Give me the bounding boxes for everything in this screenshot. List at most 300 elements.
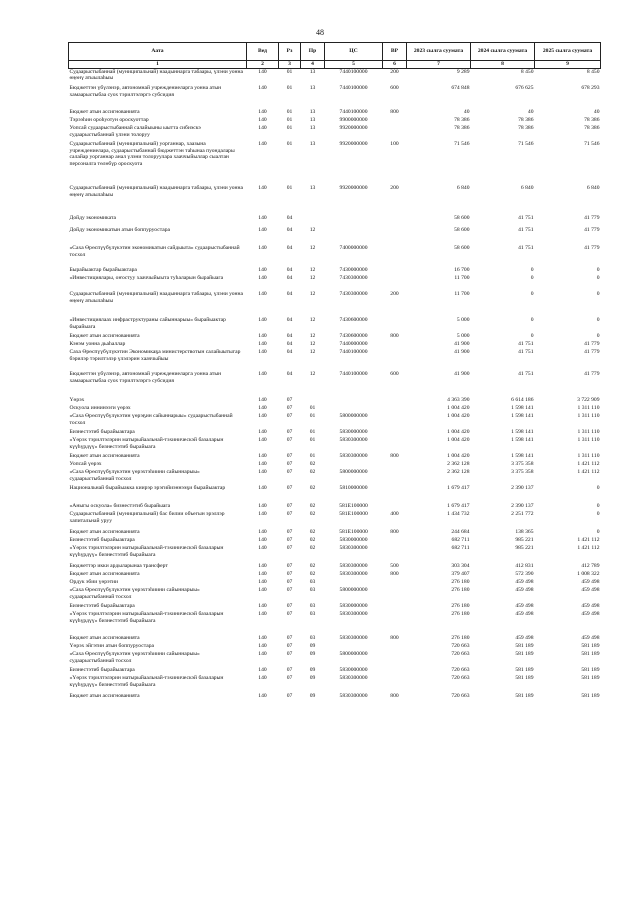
rz-code: 04: [286, 317, 293, 323]
ved-code: 140: [258, 413, 267, 419]
row-name: «Аныгы оскуола» бизнестэтиб бырайыага: [69, 503, 171, 509]
row-name: Саха Өрөспүүбүлүкэтин Экономикаҕа министерствотын салайыытыгар бэрилэр тэрилтэлэр үлэлэрин хааччыйыы: [69, 349, 241, 362]
page-number: 48: [316, 28, 324, 37]
value-2023: 41 900: [454, 371, 470, 377]
vr-code: 800: [390, 453, 399, 459]
value-2025: 1 311 110: [577, 437, 600, 443]
ved-code: 140: [258, 603, 267, 609]
table-row: [69, 545, 601, 563]
ved-code: 140: [258, 349, 267, 355]
ved-code: 140: [258, 405, 267, 411]
pr-code: 13: [309, 141, 316, 147]
value-2025: 1 421 112: [577, 469, 600, 475]
rz-code: 07: [286, 643, 293, 649]
pr-code: 09: [309, 651, 316, 657]
cs-code: 9900000000: [339, 117, 368, 123]
value-2023: 78 386: [454, 117, 470, 123]
cs-code: 7440100000: [339, 85, 368, 91]
value-2023: 682 711: [451, 537, 470, 543]
row-name: Бюджет атын ассигнованията: [69, 635, 140, 641]
vr-code: 800: [390, 571, 399, 577]
value-2025: 459 498: [581, 611, 600, 617]
vr-code: [383, 537, 407, 545]
column-header: ЦС: [325, 43, 383, 61]
value-2025: 459 498: [581, 603, 600, 609]
vr-code: [383, 485, 407, 503]
column-header: 2023 сылга суумата: [407, 43, 471, 61]
table-row: [69, 117, 601, 125]
value-2025: 0: [596, 529, 600, 535]
value-2024: 459 498: [515, 587, 534, 593]
rz-code: 07: [286, 529, 293, 535]
pr-code: 12: [309, 333, 316, 339]
row-name: Бюджет атын ассигнованията: [69, 453, 140, 459]
ved-code: 140: [258, 675, 267, 681]
value-2023: 244 684: [451, 529, 470, 535]
vr-code: 200: [390, 291, 399, 297]
ved-code: 140: [258, 333, 267, 339]
row-name: Бюджеттэн үбүлэнэр, автономнай учреждениеларга уонна атын хамаарыстыбаа суох тэрилтэлэргэ субсидия: [69, 371, 222, 384]
vr-code: 500: [390, 563, 399, 569]
value-2024: 0: [530, 317, 534, 323]
value-2024: 2 390 137: [511, 485, 534, 491]
pr-code: 12: [309, 341, 316, 347]
rz-code: 04: [286, 215, 293, 221]
vr-code: 600: [390, 85, 399, 91]
value-2024: 78 386: [518, 125, 534, 131]
table-row: [69, 643, 601, 651]
value-2025: 6 840: [586, 185, 600, 191]
ved-code: 140: [258, 185, 267, 191]
value-2024: 138 365: [515, 529, 534, 535]
row-name: Бюджет атын ассигнованията: [69, 571, 140, 577]
ved-code: 140: [258, 397, 267, 403]
ved-code: 140: [258, 485, 267, 491]
rz-code: 04: [286, 267, 293, 273]
cs-code: 7440100000: [339, 371, 368, 377]
rz-code: 07: [286, 675, 293, 681]
vr-code: [383, 267, 407, 275]
ved-code: 140: [258, 611, 267, 617]
value-2023: 78 386: [454, 125, 470, 131]
value-2024: 459 498: [515, 579, 534, 585]
cs-code: 7400000000: [339, 245, 368, 251]
cs-code: 581E100000: [339, 529, 368, 535]
pr-code: 12: [309, 371, 316, 377]
cs-code: 7430600000: [339, 333, 368, 339]
cs-code: 7440000000: [339, 341, 368, 347]
column-number: 4: [301, 61, 325, 69]
value-2023: 720 663: [451, 667, 470, 673]
value-2025: 412 789: [581, 563, 600, 569]
pr-code: 03: [309, 611, 316, 617]
row-name: Бюджет атын ассигнованията: [69, 333, 140, 339]
pr-code: 03: [309, 603, 316, 609]
vr-code: [383, 587, 407, 603]
rz-code: 04: [286, 227, 293, 233]
pr-code: 12: [309, 227, 316, 233]
rz-code: 07: [286, 611, 293, 617]
row-name: «Инвестициялары, оҥостуу хааччыйыыта туһаларын бырайыага: [69, 275, 224, 281]
value-2025: 71 546: [584, 141, 600, 147]
cs-code: 7430300000: [339, 275, 368, 281]
value-2024: 0: [530, 267, 534, 273]
rz-code: 07: [286, 485, 293, 491]
rz-code: 04: [286, 245, 293, 251]
table-row: [69, 215, 601, 227]
row-name: Судаарыстыбаннай (муниципальнай) уорганнар, хаазына учреждениелара, судаарыстыбаннай бюджеттэн таһынаа пуондалары салайар уорганнар анал үлэни толоруулара хааччыйыллар сыалтан персоналга төлөбүр ороскуота: [69, 141, 235, 167]
vr-code: 200: [390, 68, 399, 75]
pr-code: 02: [309, 503, 316, 509]
vr-code: [383, 405, 407, 413]
cs-code: 5800000000: [339, 469, 368, 475]
table-row: [69, 275, 601, 291]
pr-code: 12: [309, 245, 316, 251]
column-number: 6: [383, 61, 407, 69]
value-2024: 581 189: [515, 675, 534, 681]
value-2025: 1 311 110: [577, 453, 600, 459]
column-header: Пр: [301, 43, 325, 61]
value-2023: 40: [463, 109, 470, 115]
value-2023: 1 004 420: [447, 437, 470, 443]
vr-code: [383, 611, 407, 635]
ved-code: 140: [258, 643, 267, 649]
value-2024: 1 598 141: [511, 405, 534, 411]
row-name: «Үөрэх тэрилтэлэрин матырыйаальнай-тэхиническэй базаларын күүһүрдүү» бизнестэтиб бырайыага: [69, 611, 224, 624]
rz-code: 07: [286, 469, 293, 475]
value-2024: 71 546: [518, 141, 534, 147]
value-2023: 1 004 420: [447, 453, 470, 459]
row-name: Үөрэх эйгэтин атын боппуруостара: [69, 643, 155, 649]
vr-code: 400: [390, 511, 399, 517]
ved-code: 140: [258, 563, 267, 569]
pr-code: 12: [309, 349, 316, 355]
value-2023: 1 004 420: [447, 429, 470, 435]
rz-code: 04: [286, 371, 293, 377]
rz-code: 07: [286, 693, 293, 699]
value-2024: 6 614 186: [511, 397, 534, 403]
vr-code: [383, 317, 407, 333]
rz-code: 07: [286, 651, 293, 657]
cs-code: 5800000000: [339, 587, 368, 593]
value-2024: 581 189: [515, 693, 534, 699]
value-2023: 2 362 128: [447, 469, 470, 475]
value-2024: 985 221: [515, 545, 534, 551]
vr-code: [383, 503, 407, 511]
value-2024: 2 390 137: [511, 503, 534, 509]
rz-code: 07: [286, 587, 293, 593]
value-2025: 0: [596, 291, 600, 297]
ved-code: 140: [258, 317, 267, 323]
column-header: Аата: [69, 43, 247, 61]
column-number: 9: [535, 61, 601, 69]
row-name: Оскуола иннинээги үөрэх: [69, 405, 131, 411]
pr-code: 01: [309, 413, 316, 419]
value-2024: 459 498: [515, 611, 534, 617]
column-header: Вед: [247, 43, 279, 61]
cs-code: 9920000000: [339, 125, 368, 131]
ved-code: 140: [258, 545, 267, 551]
vr-code: [383, 579, 407, 587]
cs-code: 581E100000: [339, 503, 368, 509]
cs-code: 5830300000: [339, 563, 368, 569]
value-2023: 276 180: [451, 635, 470, 641]
table-row: [69, 453, 601, 461]
rz-code: 01: [286, 141, 293, 147]
pr-code: 03: [309, 579, 316, 585]
column-header: 2024 сылга суумата: [471, 43, 535, 61]
row-name: «Саха Өрөспүүбүлүкэтин үөрэхтэһиини сайыннарыы» судаарыстыбаннай тосхол: [69, 651, 200, 664]
row-name: «Саха Өрөспүүбүлүкэтин үөрэҕин сайыннарыы» судаарыстыбаннай тосхол: [69, 413, 233, 426]
pr-code: 01: [309, 405, 316, 411]
rz-code: 07: [286, 503, 293, 509]
rz-code: 07: [286, 437, 293, 443]
value-2025: 581 189: [581, 693, 600, 699]
row-name: Бизнестэтиб бырайыактара: [69, 429, 135, 435]
value-2023: 5 000: [456, 333, 470, 339]
value-2023: 682 711: [451, 545, 470, 551]
rz-code: 07: [286, 545, 293, 551]
column-header: ВР: [383, 43, 407, 61]
value-2024: 581 189: [515, 643, 534, 649]
row-name: Национальнай бырайыакка киирэр эрэгийиэннээҕи бырайыактар: [69, 485, 226, 491]
row-name: Уопсай судаарыстыбаннай салайыыны ыытта сибиэскэ судаарыстыбаннай үлэни толоруу: [69, 125, 201, 138]
value-2023: 11 700: [454, 275, 470, 281]
vr-code: [383, 245, 407, 267]
table-row: [69, 461, 601, 469]
value-2025: 41 779: [584, 371, 600, 377]
table-row: [69, 651, 601, 667]
value-2024: 41 751: [518, 341, 534, 347]
table-row: [69, 141, 601, 185]
rz-code: 07: [286, 667, 293, 673]
ved-code: 140: [258, 667, 267, 673]
vr-code: 800: [390, 529, 399, 535]
ved-code: 140: [258, 635, 267, 641]
rz-code: 07: [286, 563, 293, 569]
ved-code: 140: [258, 579, 267, 585]
cs-code: [325, 643, 383, 651]
pr-code: 13: [309, 109, 316, 115]
ved-code: 140: [258, 529, 267, 535]
ved-code: 140: [258, 341, 267, 347]
table-row: [69, 485, 601, 503]
value-2023: 1 004 420: [447, 405, 470, 411]
value-2024: 1 598 141: [511, 429, 534, 435]
vr-code: [383, 117, 407, 125]
value-2025: 1 421 112: [577, 537, 600, 543]
rz-code: 07: [286, 571, 293, 577]
pr-code: 03: [309, 635, 316, 641]
cs-code: 7430300000: [339, 291, 368, 297]
row-name: Дойду экономиката: [69, 215, 116, 221]
value-2025: 581 189: [581, 643, 600, 649]
row-name: Судаарыстыбаннай (муниципальнай) наадыннарга табаары, үлэни уонна өңөнү атыылаһыы: [69, 68, 244, 81]
ved-code: 140: [258, 291, 267, 297]
table-row: [69, 635, 601, 643]
vr-code: [383, 349, 407, 371]
value-2024: 41 751: [518, 245, 534, 251]
vr-code: [383, 545, 407, 563]
rz-code: 04: [286, 275, 293, 281]
vr-code: [383, 651, 407, 667]
table-row: [69, 603, 601, 611]
row-name: «Саха Өрөспүүбүлүкэтин үөрэхтэһиини сайыннарыы» судаарыстыбаннай тосхол: [69, 469, 200, 482]
value-2023: 276 180: [451, 579, 470, 585]
value-2024: 572 390: [515, 571, 534, 577]
rz-code: 07: [286, 511, 293, 517]
value-2023: 303 304: [451, 563, 470, 569]
value-2025: 1 421 112: [577, 461, 600, 467]
value-2025: 41 779: [584, 245, 600, 251]
vr-code: [383, 675, 407, 693]
ved-code: 140: [258, 537, 267, 543]
ved-code: 140: [258, 109, 267, 115]
pr-code: 02: [309, 511, 316, 517]
vr-code: [383, 275, 407, 291]
pr-code: 13: [309, 117, 316, 123]
table-row: [69, 341, 601, 349]
ved-code: 140: [258, 68, 267, 75]
value-2024: 1 598 141: [511, 413, 534, 419]
value-2023: 16 700: [454, 267, 470, 273]
value-2025: 3 722 909: [577, 397, 600, 403]
pr-code: 13: [309, 85, 316, 91]
pr-code: 09: [309, 667, 316, 673]
value-2023: 11 700: [454, 291, 470, 297]
row-name: Бюджет атын ассигнованията: [69, 109, 140, 115]
ved-code: 140: [258, 503, 267, 509]
cs-code: [325, 215, 383, 227]
pr-code: 02: [309, 469, 316, 475]
value-2024: 6 840: [520, 185, 534, 191]
table-header: [69, 43, 601, 69]
ved-code: 140: [258, 275, 267, 281]
cs-code: 7430600000: [339, 317, 368, 323]
vr-code: [383, 437, 407, 453]
vr-code: 100: [390, 141, 399, 147]
table-row: [69, 109, 601, 117]
table-row: [69, 529, 601, 537]
value-2025: 0: [596, 317, 600, 323]
rz-code: 04: [286, 341, 293, 347]
budget-table: [68, 42, 601, 701]
value-2025: 78 386: [584, 117, 600, 123]
table-row: [69, 579, 601, 587]
row-name: «Саха Өрөспүүбүлүкэтин экономикатын сайдыыта» судаарыстыбаннай тосхол: [69, 245, 240, 258]
value-2023: 58 600: [454, 227, 470, 233]
pr-code: 12: [309, 291, 316, 297]
cs-code: 5830300000: [339, 437, 368, 443]
value-2025: 1 421 112: [577, 545, 600, 551]
row-name: Бюджет атын ассигнованията: [69, 693, 140, 699]
row-name: «Үөрэх тэрилтэлэрин матырыйаальнай-тэхиническэй базаларын күүһүрдүү» бизнестэтиб бырайыага: [69, 675, 224, 688]
table-row: [69, 291, 601, 317]
table-row: [69, 245, 601, 267]
table-row: [69, 371, 601, 397]
value-2023: 276 180: [451, 587, 470, 593]
cs-code: 5830000000: [339, 603, 368, 609]
pr-code: 09: [309, 675, 316, 681]
value-2024: 581 189: [515, 667, 534, 673]
ved-code: 140: [258, 693, 267, 699]
pr-code: 13: [309, 185, 316, 191]
value-2024: 0: [530, 275, 534, 281]
table-row: [69, 317, 601, 333]
row-name: «Саха Өрөспүүбүлүкэтин үөрэхтэһиини сайыннарыы» судаарыстыбаннай тосхол: [69, 587, 200, 600]
value-2023: 5 000: [456, 317, 470, 323]
pr-code: [301, 397, 325, 405]
value-2023: 276 180: [451, 603, 470, 609]
column-number: 2: [247, 61, 279, 69]
rz-code: 07: [286, 635, 293, 641]
cs-code: [325, 397, 383, 405]
rz-code: 01: [286, 185, 293, 191]
cs-code: 581E100000: [339, 511, 368, 517]
cs-code: 5830300000: [339, 635, 368, 641]
column-number: 1: [69, 61, 247, 69]
value-2024: 459 498: [515, 635, 534, 641]
table-row: [69, 227, 601, 245]
cs-code: 7440100000: [339, 349, 368, 355]
table-row: [69, 267, 601, 275]
rz-code: 07: [286, 579, 293, 585]
value-2025: 78 386: [584, 125, 600, 131]
value-2023: 6 840: [456, 185, 470, 191]
ved-code: 140: [258, 215, 267, 221]
rz-code: 04: [286, 291, 293, 297]
value-2024: 41 751: [518, 371, 534, 377]
vr-code: [383, 341, 407, 349]
table-row: [69, 675, 601, 693]
pr-code: 02: [309, 563, 316, 569]
rz-code: 07: [286, 397, 293, 403]
cs-code: [325, 405, 383, 413]
value-2024: 1 598 141: [511, 453, 534, 459]
rz-code: 01: [286, 117, 293, 123]
cs-code: 5830300000: [339, 545, 368, 551]
cs-code: 5830300000: [339, 453, 368, 459]
pr-code: 09: [309, 643, 316, 649]
table-row: [69, 587, 601, 603]
table-row: [69, 469, 601, 485]
table-row: [69, 68, 601, 85]
rz-code: 01: [286, 85, 293, 91]
value-2024: 41 751: [518, 227, 534, 233]
value-2023: 674 848: [451, 85, 470, 91]
value-2024: 985 221: [515, 537, 534, 543]
value-2025: 8 450: [586, 68, 600, 75]
value-2024: 1 598 141: [511, 437, 534, 443]
value-2024: 2 251 772: [511, 511, 534, 517]
value-2023: 4 363 390: [447, 397, 470, 403]
table-row: [69, 333, 601, 341]
row-name: Судаарыстыбаннай (муниципальнай) бас билии объегын эрэллэр хапитальнай уруу: [69, 511, 225, 524]
table-row: [69, 563, 601, 571]
pr-code: 02: [309, 537, 316, 543]
vr-code: 600: [390, 371, 399, 377]
pr-code: 09: [309, 693, 316, 699]
column-header: 2025 сылга суумата: [535, 43, 601, 61]
table-row: [69, 571, 601, 579]
pr-code: 02: [309, 529, 316, 535]
row-name: «Инвестициялаах инфраструктураны сайыннарыы» бырайыактар бырайыага: [69, 317, 226, 330]
value-2025: 0: [596, 333, 600, 339]
rz-code: 07: [286, 405, 293, 411]
vr-code: [383, 643, 407, 651]
cs-code: 5800000000: [339, 413, 368, 419]
table-row: [69, 693, 601, 701]
